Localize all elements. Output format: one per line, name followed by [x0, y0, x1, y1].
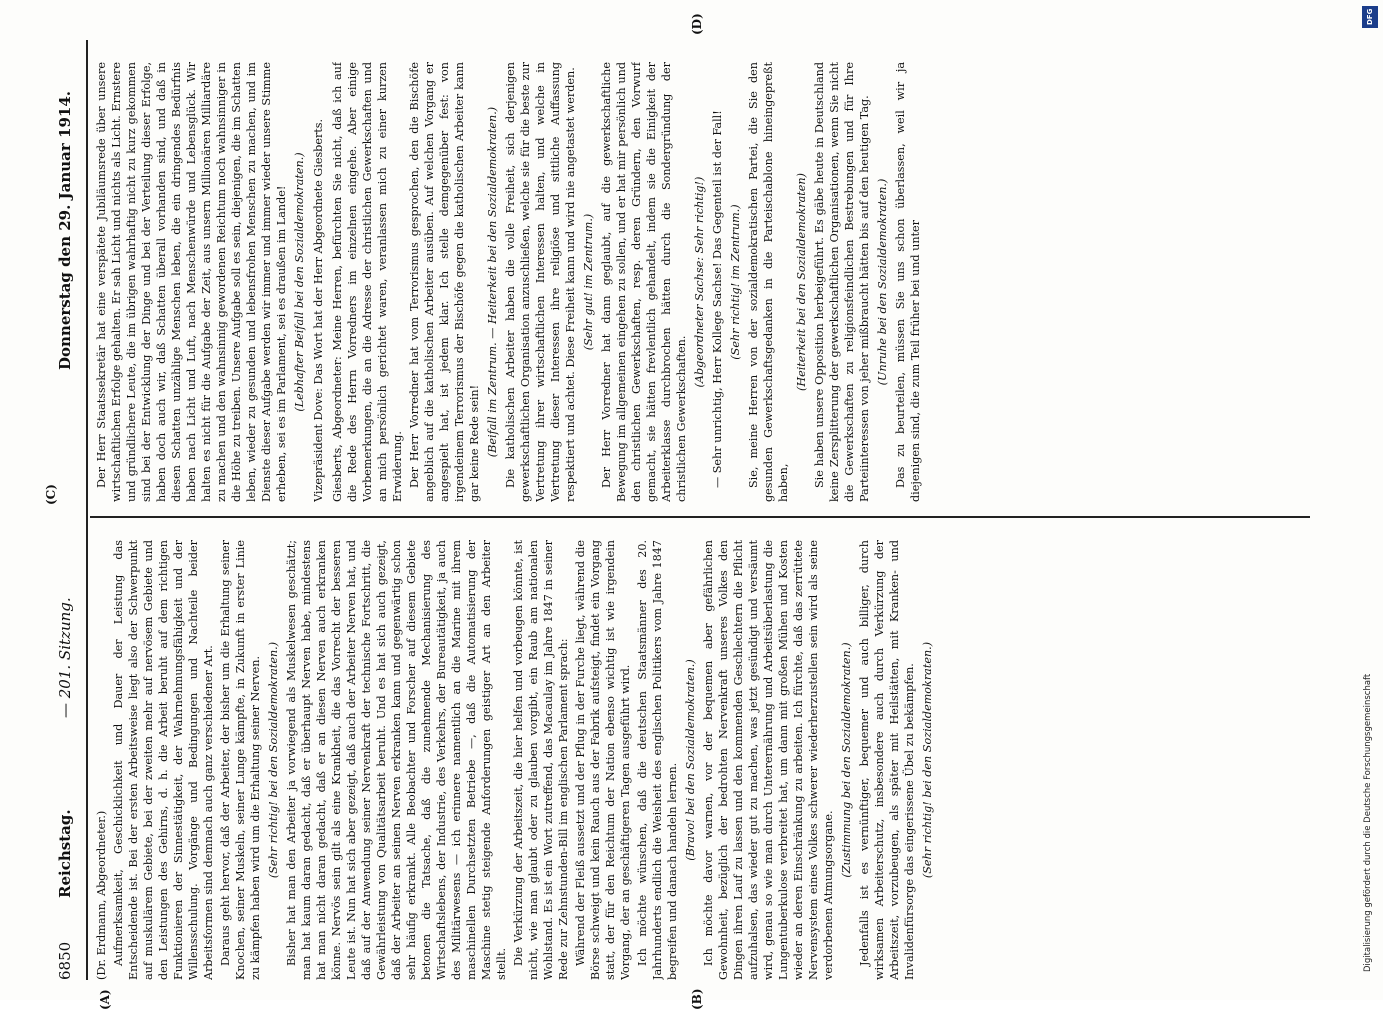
paragraph: Ich möchte davor warnen, vor der bequemen aber gefährlichen Gewohnheit, bezüglich der bedrohten Nervenkraft unseres Volkes den Dingen ihren Lauf zu lassen und den kommenden Geschlechtern die Pflicht aufzuhalsen, das wieder gut zu machen, was jetzt gesündigt und versäumt wird, genau so wie man durch Unterernährung und Arbeitsüberlastung die Lungentuberkulose verbreitet hat, um dann mit großen Mühen und Kosten wieder an deren Einschränkung zu arbeiten. Ich fürchte, daß das zerrüttete Nervensystem eines Volkes schwerer wiederherzustellen sein wird als seine verdorbenen Atmungsorgane.	[701, 540, 836, 980]
paragraph: Die Verkürzung der Arbeitszeit, die hier helfen und vorbeugen könnte, ist nicht, wie man glaubt oder zu glauben vorgibt, ein Raub am nationalen Wohlstand. Es ist ein Wort zutreffend, das Macaulay im Jahre 1847 in seiner Rede zur Zehnstunden-Bill im englischen Parlament sprach:	[511, 540, 571, 980]
stage-direction: (Zustimmung bei den Sozialdemokraten.)	[839, 540, 854, 980]
paragraph: Das zu beurteilen, müssen Sie uns schon überlassen, weil wir ja diejenigen sind, die zum Teil früher bei und unter	[893, 62, 923, 502]
margin-mark-d: (D)	[690, 13, 704, 35]
digitization-note: Digitalisierung gefördert durch die Deutsche Forschungsgemeinschaft	[1363, 32, 1377, 972]
stage-direction: (Beifall im Zentrum. — Heiterkeit bei den Sozialdemokraten.)	[485, 62, 500, 502]
paragraph: Bisher hat man den Arbeiter ja vorwiegend als Muskelwesen geschätzt; man hat kaum daran gedacht, daß er überhaupt Nerven habe, mindestens hat man nicht daran gedacht, daß er an diesen Nerven auch erkranken könne. Nervös sein gilt als eine Krankheit, die das Vorrecht der besseren Leute ist. Nun hat sich aber gezeigt, daß auch der Arbeiter Nerven hat, und daß auf der Anwendung seiner Nervenkraft der technische Fortschritt, die Gewährleistung von Qualitätsarbeit beruht. Und es hat sich auch gezeigt, daß der Arbeiter an seinen Nerven erkranken kann und gegenwärtig schon sehr häufig erkrankt. Alle Beobachter und Forscher auf diesem Gebiete betonen die Tatsache, daß die zunehmende Mechanisierung des Wirtschaftslebens, der Industrie, des Verkehrs, der Bureautätigkeit, ja auch des Militärwesens — ich erinnere namentlich an die Marine mit ihrem maschinellen Durchsetzten Betriebe —, daß die Automatisierung der Maschine stetig steigende Anforderungen geistiger Art an den Arbeiter stellt.	[284, 540, 509, 980]
stage-direction: (Heiterkeit bei den Sozialdemokraten)	[794, 62, 809, 502]
page-title: Reichstag.	[50, 809, 80, 898]
margin-mark-a: (A)	[98, 989, 112, 1010]
paragraph: Ich möchte wünschen, daß die deutschen Staatsmänner des 20. Jahrhunderts endlich die Weisheit des englischen Politikers vom Jahre 1847 begreifen und danach handeln lernen.	[635, 540, 680, 980]
paragraph: Daraus geht hervor, daß der Arbeiter, der bisher um die Erhaltung seiner Knochen, seiner Muskeln, seiner Lunge kämpfte, in Zukunft in erster Linie zu kämpfen haben wird um die Erhaltung seiner Nerven.	[218, 540, 263, 980]
paragraph: Der Herr Vorredner hat dann geglaubt, auf die gewerkschaftliche Bewegung im allgemeinen eingehen zu sollen, und er hat mir persönlich und den christlichen Gewerkschaften, resp. deren Gründern, den Vorwurf gemacht, sie hätten frevlentlich gehandelt, indem sie die Einigkeit der Arbeiterklasse durchbrochen hätten durch die Sondergründung der christlichen Gewerkschaften.	[599, 62, 689, 502]
paragraph: Sie haben unsere Opposition herbeigeführt. Es gäbe heute in Deutschland keine Zersplitterung der gewerkschaftlichen Organisationen, wenn Sie nicht die Gewerkschaften zu religionsfeindlichen Bestrebungen und für Ihre Parteiinteressen von jeher mißbraucht hätten bis auf den heutigen Tag.	[812, 62, 872, 502]
right-column	[94, 62, 1304, 502]
column-divider	[90, 516, 1310, 518]
stage-direction: (Bravo! bei den Sozialdemokraten.)	[683, 540, 698, 980]
speaker-paragraph: Giesberts, Abgeordneter: Meine Herren, befürchten Sie nicht, daß ich auf die Rede des Herrn Vorredners im einzelnen eingehe. Aber einige Vorbemerkungen, die an die Adresse der christlichen Gewerkschaften und an mich persönlich gerichtet waren, veranlassen mich zu einer kurzen Erwiderung.	[330, 62, 405, 502]
paragraph: Während der Fleiß aussetzt und der Pflug in der Furche liegt, während die Börse schweigt und kein Rauch aus der Fabrik aufsteigt, findet ein Vorgang statt, der für den Reichtum der Nation ebenso wichtig ist wie irgendein Vorgang, der an geschäftigeren Tagen ausgeführt wird.	[573, 540, 633, 980]
paragraph: (Dr. Erdmann, Abgeordneter.)	[94, 540, 109, 980]
stage-direction: (Abgeordneter Sachse: Sehr richtig!)	[692, 62, 707, 502]
stage-direction: (Sehr richtig! bei den Sozialdemokraten.)	[266, 540, 281, 980]
stage-direction: (Lebhafter Beifall bei den Sozialdemokraten.)	[292, 62, 307, 502]
speaker-paragraph: Vizepräsident Dove: Das Wort hat der Herr Abgeordnete Giesberts.	[311, 62, 326, 502]
paragraph: Der Herr Vorredner hat vom Terrorismus gesprochen, den die Bischöfe angeblich auf die katholischen Arbeiter ausüben. Auf welchen Vorgang er angespielt hat, ist jedem klar. Ich stelle demgegenüber fest: von irgendeinem Terrorismus der Bischöfe gegen die katholischen Arbeiter kann gar keine Rede sein!	[407, 62, 482, 502]
margin-mark-c: (C)	[44, 484, 58, 505]
left-column	[94, 540, 1304, 980]
header-divider	[86, 40, 88, 980]
margin-mark-b: (B)	[690, 989, 704, 1010]
paragraph: Jedenfalls ist es vernünftiger, bequemer und auch billiger, durch wirksamen Arbeiterschutz, insbesondere auch durch Verkürzung der Arbeitszeit, vorzubeugen, als später mit Heilstätten, mit Kranken- und Invalidenfürsorge das eingerissene Übel zu bekämpfen.	[857, 540, 917, 980]
stage-direction: (Sehr richtig! bei den Sozialdemokraten.)	[920, 540, 935, 980]
stage-direction: (Unruhe bei den Sozialdemokraten.)	[875, 62, 890, 502]
stage-direction: (Sehr richtig! im Zentrum.)	[728, 62, 743, 502]
page-header	[50, 40, 80, 980]
paragraph: Die katholischen Arbeiter haben die volle Freiheit, sich derjenigen gewerkschaftlichen Organisation anzuschließen, welche sie für die beste zur Vertretung ihrer wirtschaftlichen Interessen halten, und welche in Vertretung dieser Interessen ihre religiöse und sittliche Auffassung respektiert und achtet. Diese Freiheit kann und wird nie angetastet werden.	[503, 62, 578, 502]
rotated-page-content	[50, 40, 1325, 980]
paragraph: Aufmerksamkeit, Geschicklichkeit und Dauer der Leistung das Entscheidende ist. Bei der ersten Arbeitsweise liegt also der Schwerpunkt auf muskulärem Gebiete, bei der zweiten mehr auf nervösem Gebiete und den Leistungen des Gehirns, d. h. die Arbeit beruht auf dem richtigen Funktionieren der Sinnestätigkeit, der Wahrnehmungsfähigkeit und der Willensschulung. Vorgänge und Bedingungen und Nachteile beider Arbeitsformen sind demnach auch ganz verschiedener Art.	[111, 540, 216, 980]
stage-direction: (Sehr gut! im Zentrum.)	[581, 62, 596, 502]
paragraph: Der Herr Staatssekretär hat eine verspätete Jubiläumsrede über unsere wirtschaftlichen Erfolge gehalten. Er sah Licht und nichts als Licht. Ernstere und gründlichere Leute, die im übrigen wahrhaftig nicht zu kurz gekommen sind bei der Entwicklung der Dinge und bei der Verteilung dieser Erfolge, haben doch auch wir, daß Schatten überall vorhanden sind, und daß in diesen Schatten unzählige Menschen leben, die ein dringendes Bedürfnis haben nach Licht und Luft, nach Menschenwürde und Lebensglück. Wir halten es nicht für die Aufgabe der Zeit, aus unsern Millionären Milliardäre zu machen und den wahnsinnig gewordenen Reichtum noch wahnsinniger in die Höhe zu treiben. Unsere Aufgabe soll es sein, diejenigen, die im Schatten leben, wieder zu gesunden und lebensfrohen Menschen zu machen, und im Dienste dieser Aufgabe werden wir immer und immer wieder unsere Stimme erheben, sei es im Parlament, sei es draußen im Lande!	[94, 62, 289, 502]
paragraph: Sie, meine Herren von der sozialdemokratischen Partei, die Sie den gesunden Gewerkschaftsgedanken in die Parteischablone hineingepreßt haben,	[746, 62, 791, 502]
paragraph: — Sehr unrichtig, Herr Kollege Sachse! Das Gegenteil ist der Fall!	[710, 62, 725, 502]
session-date: Donnerstag den 29. Januar 1914.	[50, 91, 80, 370]
session-label: — 201. Sitzung.	[50, 597, 80, 718]
page-number: 6850	[50, 942, 80, 980]
dfg-logo: DFG	[1362, 6, 1378, 28]
